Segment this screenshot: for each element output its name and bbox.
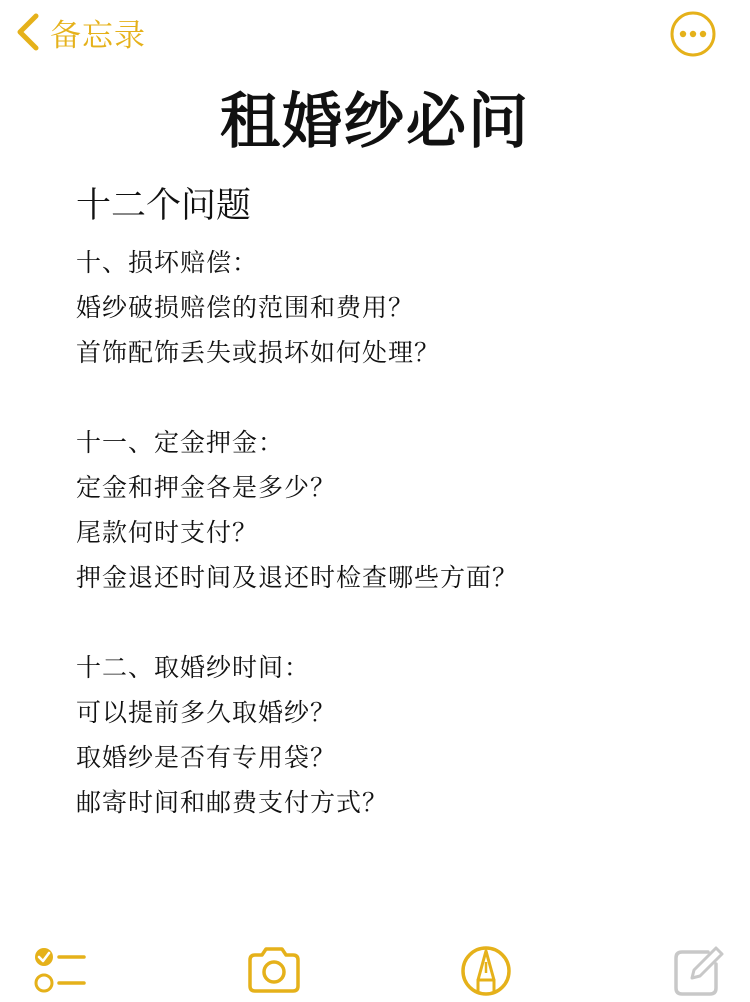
note-line: 可以提前多久取婚纱？	[76, 698, 337, 727]
back-button[interactable]	[14, 10, 146, 54]
bottom-toolbar	[0, 940, 750, 1002]
blank-line	[76, 600, 716, 645]
navigation-bar	[0, 0, 750, 66]
ellipsis-circle-icon	[669, 10, 717, 58]
note-body[interactable]	[76, 240, 716, 825]
note-line: 定金和押金各是多少？	[76, 473, 337, 502]
markup-button[interactable]	[456, 940, 516, 1000]
pen-circle-icon	[456, 940, 516, 1000]
more-button[interactable]	[669, 10, 717, 58]
note-line: 邮寄时间和邮费支付方式？	[76, 788, 389, 817]
compose-icon	[668, 940, 728, 1000]
checklist-icon	[30, 940, 90, 1000]
note-line: 十、损坏赔偿：	[76, 248, 259, 277]
camera-button[interactable]	[244, 940, 304, 1000]
checklist-button[interactable]	[30, 940, 90, 1000]
note-line: 十二、取婚纱时间：	[76, 653, 311, 682]
note-line: 首饰配饰丢失或损坏如何处理？	[76, 338, 441, 367]
note-line: 十一、定金押金：	[76, 428, 285, 457]
note-line: 婚纱破损赔偿的范围和费用？	[76, 293, 415, 322]
blank-line	[76, 375, 716, 420]
back-label: 备忘录	[50, 17, 146, 54]
camera-icon	[244, 940, 304, 1000]
note-subtitle: 十二个问题	[76, 186, 252, 226]
note-line: 尾款何时支付？	[76, 518, 259, 547]
chevron-left-icon	[14, 12, 42, 52]
note-title: 租婚纱必问	[220, 87, 530, 157]
compose-button[interactable]	[668, 940, 728, 1000]
note-line: 取婚纱是否有专用袋？	[76, 743, 337, 772]
note-line: 押金退还时间及退还时检查哪些方面？	[76, 563, 519, 592]
